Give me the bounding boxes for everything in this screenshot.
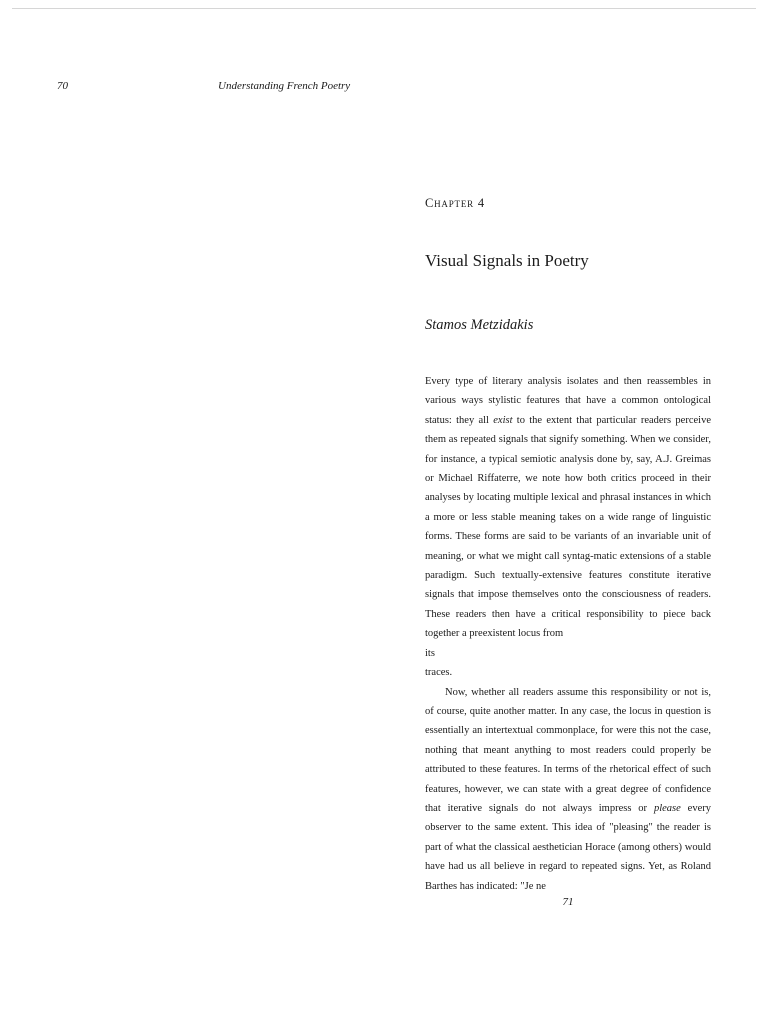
italic-word-exist: exist — [493, 414, 513, 426]
paragraph-1-text-continued: to the extent that particular readers perceive them as repeated signals that signify something. When we consider, for instance, a typical semiotic analysis done by, say, A.J. Greimas or Michael Riffaterre, we note how both critics proceed in their analyses by locating multiple lexical and phrasal instances in which a more or less stable meaning takes on a wide range of linguistic forms. These forms are said to be variants of an invariable unit of meaning, or what we might call syntag-matic extensions of a stable paradigm. Such textually-extensive features constitute iterative signals that impose themselves onto the consciousness of readers. These readers then have a critical responsibility to piece back together a preexistent locus from — [425, 414, 711, 640]
paragraph-2 — [425, 683, 711, 896]
italic-word-please: please — [653, 802, 681, 814]
chapter-author: Stamos Metzidakis — [425, 317, 534, 333]
chapter-title: Visual Signals in Poetry — [425, 251, 589, 270]
chapter-text-column — [425, 196, 711, 896]
footer-page-number: 71 — [562, 896, 574, 908]
paragraph-1-break-line-traces: traces. — [425, 667, 453, 679]
running-header-title: Understanding French Poetry — [218, 80, 351, 92]
header-page-number: 70 — [57, 80, 68, 92]
paragraph-2-text-continued: every observer to the same extent. This idea of "pleasing" the reader is part of what the classical aesthetician Horace (among others) would have had us all believe in regard to repeated signs. Yet, as Roland Barthes has indicated: "Je ne — [425, 802, 711, 892]
scan-edge-line — [12, 8, 756, 9]
chapter-label: Chapter 4 — [425, 196, 485, 210]
paragraph-1-break-line-its: its — [425, 647, 435, 659]
paragraph-1 — [425, 372, 711, 683]
paragraph-2-text: Now, whether all readers assume this responsibility or not is, of course, quite another matter. In any case, the locus in question is essentially an intertextual commonplace, for were this not the case, nothing that meant anything to most readers could properly be attributed to these features. In terms of the rhetorical effect of such features, however, we can state with a great degree of confidence that iterative signals do not always impress or — [425, 686, 711, 814]
paragraph-1-text: Every type of literary analysis isolates and then reassembles in various ways stylistic features that have a common ontological status: they all — [425, 376, 711, 426]
